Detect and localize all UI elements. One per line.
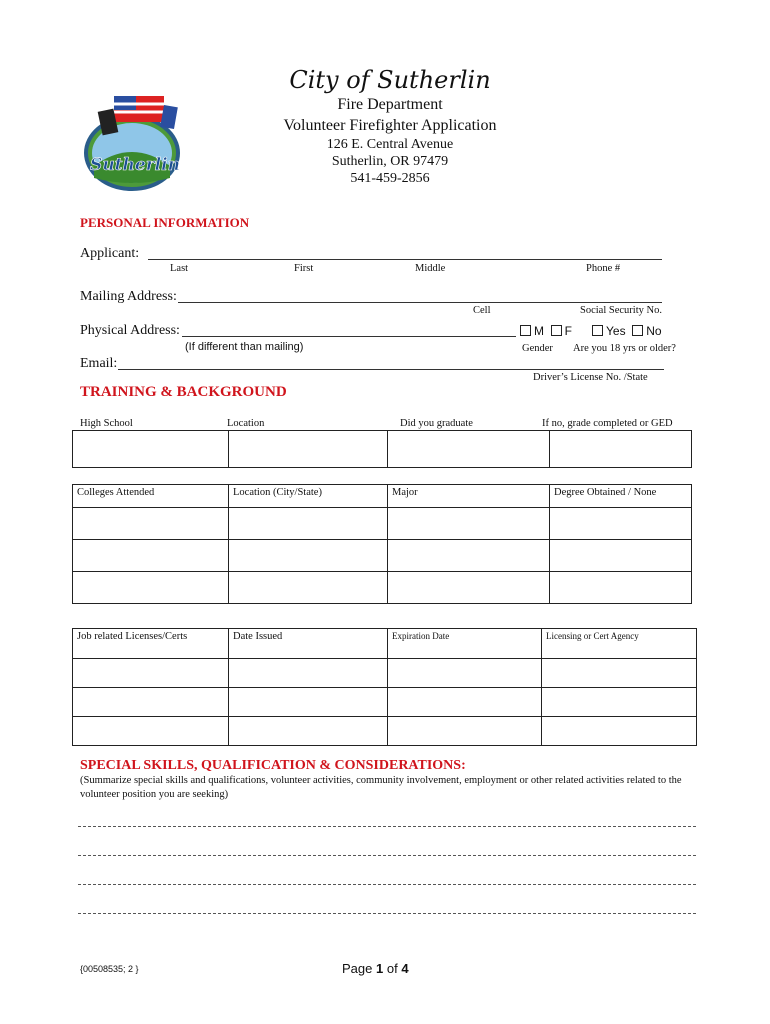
license-header-agency: Licensing or Cert Agency [542,629,697,659]
table-row [73,659,697,688]
city-title: City of Sutherlin [289,66,491,94]
hs-header-ged: If no, grade completed or GED [542,418,673,429]
age-yes-checkbox[interactable] [592,325,603,336]
table-cell[interactable] [229,572,388,604]
table-cell[interactable] [542,659,697,688]
table-cell[interactable] [388,572,550,604]
table-row [73,540,692,572]
age-question-label: Are you 18 yrs or older? [573,343,676,354]
mailing-address-field[interactable] [178,302,662,303]
document-id: {00508535; 2 } [80,964,139,974]
high-school-table [72,430,692,468]
cell-label: Cell [473,305,491,316]
address-line-2: Sutherlin, OR 97479 [331,154,449,169]
college-header-degree: Degree Obtained / None [550,485,692,508]
address-line-1: 126 E. Central Avenue [326,137,454,152]
table-cell[interactable] [550,508,692,540]
table-cell[interactable] [73,508,229,540]
age-no-checkbox[interactable] [632,325,643,336]
gender-label: Gender [522,343,553,354]
skills-line[interactable] [78,884,696,885]
table-cell[interactable] [229,717,388,746]
table-cell[interactable] [229,508,388,540]
table-cell[interactable] [73,688,229,717]
table-row [73,508,692,540]
first-label: First [294,263,314,274]
if-different-note: (If different than mailing) [185,341,304,353]
table-row [73,572,692,604]
section-personal-info: PERSONAL INFORMATION [80,215,250,230]
hs-header-school: High School [80,418,133,429]
table-cell[interactable] [229,688,388,717]
table-cell[interactable] [73,540,229,572]
table-cell[interactable] [73,572,229,604]
special-skills-description: (Summarize special skills and qualifications, volunteer activities, community involvement, employment or other related activities related to the volunteer position you are seeking) [80,775,682,800]
email-field[interactable] [118,369,664,370]
table-cell[interactable] [73,717,229,746]
physical-address-field[interactable] [182,336,516,337]
table-row [73,717,697,746]
skills-line[interactable] [78,913,696,914]
gender-m-checkbox[interactable] [520,325,531,336]
table-row [73,688,697,717]
svg-text:Sutherlin: Sutherlin [90,155,180,175]
applicant-label: Applicant: [80,246,140,261]
drivers-license-label: Driver’s License No. /State [533,372,648,383]
table-cell[interactable] [229,540,388,572]
table-cell[interactable] [550,540,692,572]
table-cell[interactable] [388,540,550,572]
gender-options: M F [520,324,572,338]
table-cell[interactable] [229,431,388,468]
college-header-major: Major [388,485,550,508]
licenses-table [72,628,697,746]
age-options: Yes No [592,324,662,338]
license-header-name: Job related Licenses/Certs [73,629,229,659]
mailing-address-label: Mailing Address: [80,289,177,304]
table-cell[interactable] [73,431,229,468]
form-title: Volunteer Firefighter Application [283,117,497,134]
skills-line[interactable] [78,855,696,856]
table-cell[interactable] [388,508,550,540]
table-cell[interactable] [550,431,692,468]
table-cell[interactable] [73,659,229,688]
license-header-date: Date Issued [229,629,388,659]
table-cell[interactable] [550,572,692,604]
ssn-label: Social Security No. [580,305,662,316]
page-number: Page 1 of 4 [342,961,409,976]
last-label: Last [170,263,189,274]
college-header-name: Colleges Attended [73,485,229,508]
phone-number: 541-459-2856 [350,171,430,186]
applicant-field[interactable] [148,259,662,260]
email-label: Email: [80,356,118,371]
phone-label: Phone # [586,263,621,274]
license-header-expiration: Expiration Date [388,629,542,659]
gender-f-checkbox[interactable] [551,325,562,336]
college-header-location: Location (City/State) [229,485,388,508]
colleges-table [72,484,692,604]
section-training: TRAINING & BACKGROUND [80,384,287,400]
city-logo [80,78,190,193]
middle-label: Middle [415,263,446,274]
table-cell[interactable] [388,659,542,688]
skills-line[interactable] [78,826,696,827]
section-special-skills: SPECIAL SKILLS, QUALIFICATION & CONSIDERATIONS: [80,758,466,773]
table-cell[interactable] [388,688,542,717]
table-cell[interactable] [388,717,542,746]
hs-header-location: Location [227,418,265,429]
physical-address-label: Physical Address: [80,323,180,338]
table-cell[interactable] [388,431,550,468]
table-cell[interactable] [542,688,697,717]
table-cell[interactable] [542,717,697,746]
hs-header-graduate: Did you graduate [400,418,473,429]
department-name: Fire Department [337,96,443,113]
table-cell[interactable] [229,659,388,688]
